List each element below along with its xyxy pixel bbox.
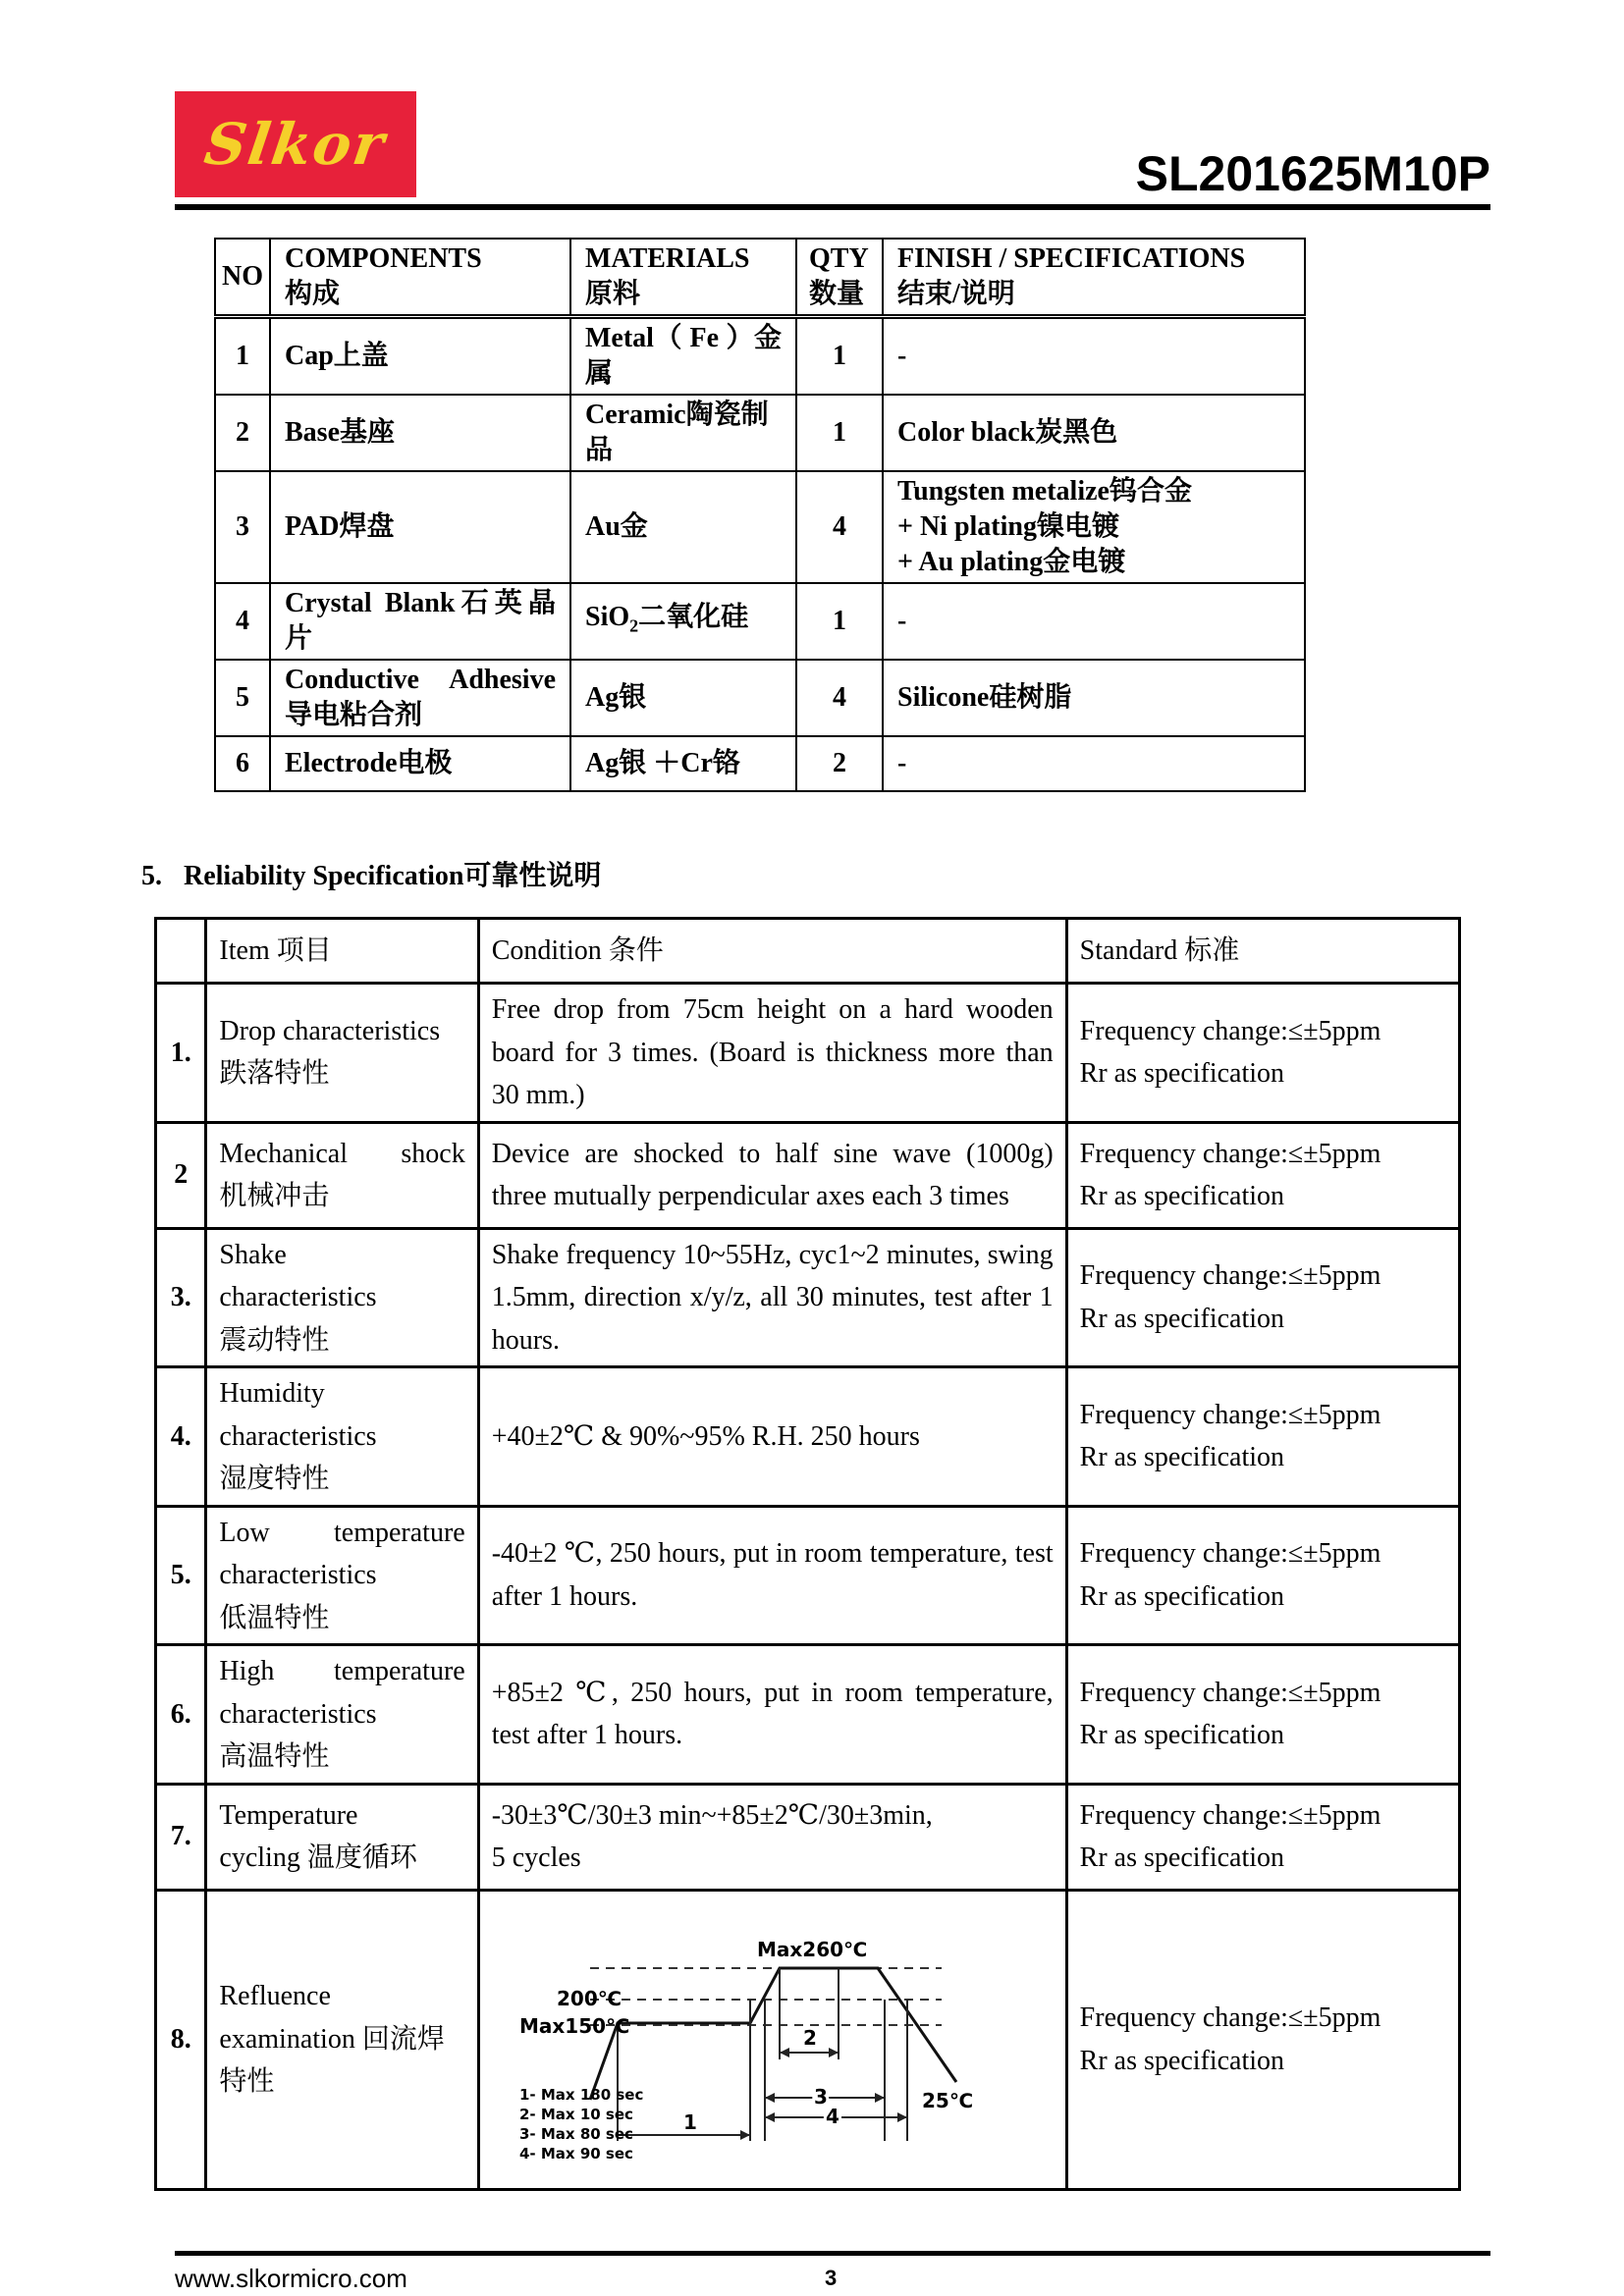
- row-no: 3: [215, 471, 270, 583]
- section-number: 5.: [141, 861, 162, 891]
- standard-line: Rr as specification: [1079, 1058, 1285, 1090]
- standard-line: Rr as specification: [1079, 1842, 1285, 1873]
- section-title-text: Reliability Specification可靠性说明: [184, 861, 602, 891]
- standard-line: Rr as specification: [1079, 1303, 1285, 1334]
- arrow-head: [740, 2130, 750, 2140]
- row-item-line: Refluence: [219, 1981, 331, 2012]
- row-condition: Shake frequency 10~55Hz, cyc1~2 minutes, swing 1.5mm, direction x/y/z, all 30 minutes, test after 1 hours.: [478, 1228, 1066, 1367]
- reliability-table: [154, 917, 1461, 2191]
- row-component: Electrode电极: [270, 736, 570, 791]
- row-standard: [1066, 1784, 1459, 1890]
- row-component-line: Crystal Blank石英晶: [285, 588, 556, 618]
- row-finish: Silicone硅树脂: [883, 660, 1305, 736]
- material-formula: SiO: [585, 601, 630, 632]
- arrow-head: [765, 2093, 775, 2103]
- table-row: [156, 1784, 1460, 1890]
- row-finish-line: + Au plating金电镀: [897, 547, 1126, 577]
- arrow-head: [780, 2048, 789, 2057]
- reflow-profile-curve: [590, 1968, 956, 2100]
- header-standard: Standard 标准: [1066, 919, 1459, 984]
- row-item: [206, 1890, 478, 2189]
- item-word: temperature: [334, 1656, 465, 1686]
- standard-line: Frequency change:≤±5ppm: [1079, 2002, 1381, 2033]
- row-no: 1.: [156, 984, 206, 1123]
- row-no: 2: [156, 1122, 206, 1228]
- row-no: 6.: [156, 1645, 206, 1785]
- row-finish-line: + Ni plating镍电镀: [897, 511, 1119, 542]
- legend-line-1: 1- Max 180 sec: [518, 2085, 644, 2104]
- row-condition: +85±2 ℃, 250 hours, put in room temperature, test after 1 hours.: [478, 1645, 1066, 1785]
- brand-logo-text: Slkor: [200, 111, 391, 178]
- row-item-line: 高温特性: [219, 1741, 330, 1772]
- row-material: Au金: [570, 471, 796, 583]
- row-item-line: 震动特性: [219, 1324, 330, 1356]
- row-standard: [1066, 1228, 1459, 1367]
- row-item-line: characteristics: [219, 1420, 377, 1452]
- row-item-line: 特性: [219, 2066, 275, 2098]
- header-no: NO: [215, 239, 270, 317]
- table-header-row: [215, 239, 1305, 317]
- header-materials-en: MATERIALS: [585, 243, 750, 274]
- table-row: [156, 1645, 1460, 1785]
- header-qty: [796, 239, 883, 317]
- row-condition-line: 5 cycles: [491, 1842, 581, 1873]
- row-item: [206, 1645, 478, 1785]
- zone-label-4: 4: [825, 2104, 839, 2128]
- header-materials-cn: 原料: [585, 279, 641, 309]
- row-condition-line: -30±3℃/30±3 min~+85±2℃/30±3min,: [491, 1799, 933, 1831]
- table-row: [215, 583, 1305, 660]
- page-number: 3: [825, 2266, 838, 2290]
- row-item: [206, 1506, 478, 1645]
- standard-line: Frequency change:≤±5ppm: [1079, 1538, 1381, 1570]
- row-condition: Free drop from 75cm height on a hard wooden board for 3 times. (Board is thickness more than 30 mm.): [478, 984, 1066, 1123]
- row-component: Cap上盖: [270, 317, 570, 396]
- arrow-head: [897, 2112, 907, 2122]
- row-material-line: 属: [585, 358, 614, 389]
- row-qty: 2: [796, 736, 883, 791]
- row-material: [570, 583, 796, 660]
- row-item: [206, 1228, 478, 1367]
- row-item-line: 跌落特性: [219, 1058, 330, 1090]
- table-row: [215, 736, 1305, 791]
- row-item-line: 机械冲击: [219, 1181, 330, 1211]
- row-condition: [478, 1784, 1066, 1890]
- material-subscript: 2: [629, 615, 639, 636]
- item-word: temperature: [334, 1517, 465, 1548]
- row-condition: +40±2℃ & 90%~95% R.H. 250 hours: [478, 1367, 1066, 1507]
- standard-line: Rr as specification: [1079, 1442, 1285, 1473]
- legend-line-3: 3- Max 80 sec: [518, 2124, 633, 2143]
- label-150c: Max150℃: [518, 2013, 629, 2038]
- row-material: Ag银: [570, 660, 796, 736]
- footer-url[interactable]: www.slkormicro.com: [175, 2264, 407, 2293]
- row-standard: [1066, 1367, 1459, 1507]
- header-components-cn: 构成: [285, 279, 341, 309]
- label-200c: 200℃: [556, 1986, 622, 2010]
- row-component: PAD焊盘: [270, 471, 570, 583]
- table-row: [156, 984, 1460, 1123]
- standard-line: Rr as specification: [1079, 1181, 1285, 1211]
- table-row: [156, 1122, 1460, 1228]
- item-word: High: [219, 1656, 275, 1686]
- section-title: [141, 854, 601, 893]
- reliability-header-row: [156, 919, 1460, 984]
- table-row: [215, 471, 1305, 583]
- row-no: 2: [215, 395, 270, 471]
- brand-logo: [175, 91, 416, 197]
- header-item: Item 项目: [206, 919, 478, 984]
- table-row: [156, 1367, 1460, 1507]
- row-component: [270, 660, 570, 736]
- row-item-line: characteristics: [219, 1282, 377, 1312]
- table-row: [156, 1890, 1460, 2189]
- row-finish: -: [883, 736, 1305, 791]
- standard-line: Frequency change:≤±5ppm: [1079, 1138, 1381, 1169]
- table-row: [215, 660, 1305, 736]
- row-material-line: 品: [585, 435, 614, 465]
- label-max-temp: Max260℃: [756, 1937, 867, 1961]
- footer-divider: [175, 2251, 1490, 2256]
- row-item-line: Temperature: [219, 1799, 358, 1831]
- row-item: [206, 984, 478, 1123]
- table-row: [215, 395, 1305, 471]
- row-standard: [1066, 1506, 1459, 1645]
- standard-line: Rr as specification: [1079, 1580, 1285, 1612]
- standard-line: Frequency change:≤±5ppm: [1079, 1799, 1381, 1831]
- row-no: 3.: [156, 1228, 206, 1367]
- header-finish-en: FINISH / SPECIFICATIONS: [897, 243, 1246, 274]
- row-no: 4.: [156, 1367, 206, 1507]
- item-word: Mechanical: [219, 1138, 349, 1169]
- row-qty: 4: [796, 471, 883, 583]
- row-no: 5: [215, 660, 270, 736]
- row-item-line: examination 回流焊: [219, 2023, 445, 2055]
- item-word: shock: [401, 1138, 465, 1169]
- row-no: 5.: [156, 1506, 206, 1645]
- header-finish-cn: 结束/说明: [897, 279, 1015, 309]
- row-standard: [1066, 1122, 1459, 1228]
- row-material: [570, 317, 796, 396]
- row-item-line: Drop characteristics: [219, 1015, 441, 1046]
- header-finish: [883, 239, 1305, 317]
- reflow-profile-diagram: [480, 1897, 991, 2182]
- row-item-line: 低温特性: [219, 1602, 330, 1633]
- standard-line: Frequency change:≤±5ppm: [1079, 1015, 1381, 1046]
- row-component-line: 片: [285, 623, 313, 654]
- row-item-line: 湿度特性: [219, 1464, 330, 1494]
- header-materials: [570, 239, 796, 317]
- standard-line: Frequency change:≤±5ppm: [1079, 1399, 1381, 1430]
- row-item-line: Humidity: [219, 1378, 325, 1409]
- standard-line: Rr as specification: [1079, 2045, 1285, 2076]
- row-no: 8.: [156, 1890, 206, 2189]
- row-standard: [1066, 1645, 1459, 1785]
- zone-label-2: 2: [802, 2025, 817, 2050]
- header-blank: [156, 919, 206, 984]
- row-condition: -40±2 ℃, 250 hours, put in room temperature, test after 1 hours.: [478, 1506, 1066, 1645]
- table-row: [156, 1506, 1460, 1645]
- row-item-line: characteristics: [219, 1560, 377, 1590]
- header-components-en: COMPONENTS: [285, 243, 482, 274]
- row-material: Ag银 ＋Cr铬: [570, 736, 796, 791]
- header-qty-en: QTY: [809, 243, 869, 274]
- arrow-head: [765, 2112, 775, 2122]
- row-material-line: Metal（ Fe ）金: [585, 323, 782, 353]
- row-no: 6: [215, 736, 270, 791]
- row-material-line: Ceramic陶瓷制: [585, 400, 769, 430]
- row-item-line: [219, 1133, 464, 1176]
- reflow-profile-cell: [478, 1890, 1066, 2189]
- row-component: [270, 583, 570, 660]
- zone-label-1: 1: [682, 2109, 697, 2134]
- standard-line: Rr as specification: [1079, 1720, 1285, 1751]
- row-finish: [883, 471, 1305, 583]
- row-material: [570, 395, 796, 471]
- standard-line: Frequency change:≤±5ppm: [1079, 1260, 1381, 1292]
- row-component-line: Conductive Adhesive: [285, 665, 556, 695]
- header-components: [270, 239, 570, 317]
- row-no: 1: [215, 317, 270, 396]
- row-qty: 1: [796, 317, 883, 396]
- row-item: [206, 1784, 478, 1890]
- table-row: [156, 1228, 1460, 1367]
- legend-line-4: 4- Max 90 sec: [518, 2144, 633, 2163]
- row-qty: 4: [796, 660, 883, 736]
- material-name-cn: 二氧化硅: [638, 601, 749, 632]
- arrow-head: [829, 2048, 839, 2057]
- zone-label-3: 3: [813, 2084, 828, 2109]
- item-word: Low: [219, 1517, 270, 1548]
- part-number: SL201625M10P: [1135, 146, 1490, 201]
- row-condition: Device are shocked to half sine wave (1000g) three mutually perpendicular axes each 3 times: [478, 1122, 1066, 1228]
- row-finish: Color black炭黑色: [883, 395, 1305, 471]
- header-qty-cn: 数量: [809, 279, 865, 309]
- row-standard: [1066, 984, 1459, 1123]
- row-component-line: 导电粘合剂: [285, 700, 423, 730]
- row-no: 4: [215, 583, 270, 660]
- row-finish-line: Tungsten metalize钨合金: [897, 476, 1192, 507]
- row-item-line: cycling 温度循环: [219, 1842, 417, 1873]
- components-table: [214, 238, 1306, 792]
- row-item-line: [219, 1650, 464, 1693]
- row-standard: [1066, 1890, 1459, 2189]
- row-item: [206, 1122, 478, 1228]
- legend-line-2: 2- Max 10 sec: [518, 2105, 633, 2123]
- row-finish: -: [883, 317, 1305, 396]
- label-25c: 25℃: [921, 2088, 973, 2112]
- row-no: 7.: [156, 1784, 206, 1890]
- arrow-head: [875, 2093, 885, 2103]
- row-finish: -: [883, 583, 1305, 660]
- row-qty: 1: [796, 395, 883, 471]
- row-qty: 1: [796, 583, 883, 660]
- row-component: Base基座: [270, 395, 570, 471]
- header-divider: [175, 204, 1490, 210]
- standard-line: Frequency change:≤±5ppm: [1079, 1677, 1381, 1708]
- header-condition: Condition 条件: [478, 919, 1066, 984]
- row-item: [206, 1367, 478, 1507]
- row-item-line: characteristics: [219, 1698, 377, 1730]
- row-item-line: [219, 1512, 464, 1555]
- row-item-line: Shake: [219, 1239, 287, 1270]
- table-row: [215, 317, 1305, 396]
